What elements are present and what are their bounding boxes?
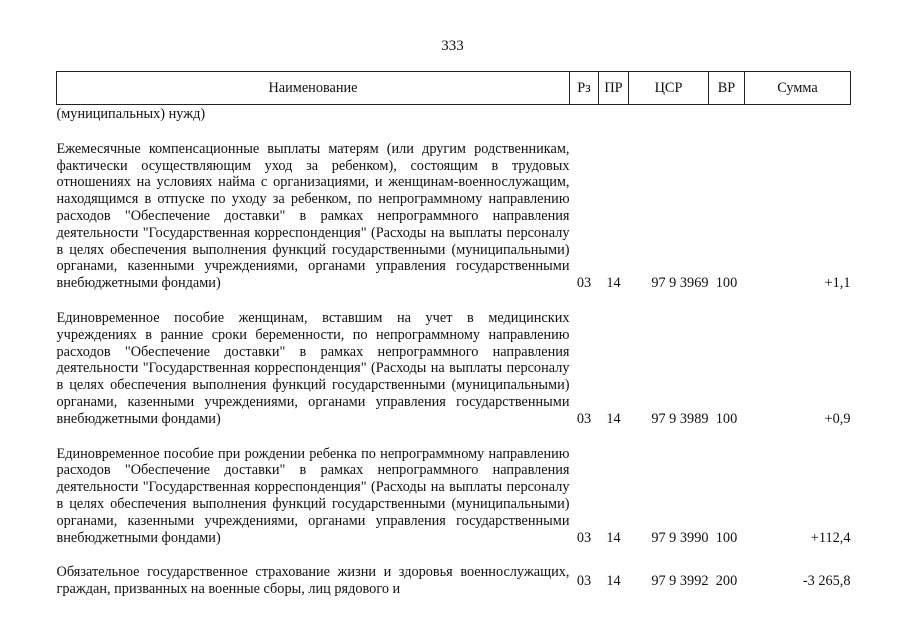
row-pr: 14: [606, 275, 621, 292]
row-rz: 03: [576, 572, 592, 589]
table-row: [57, 446, 851, 547]
row-vr: 100: [715, 410, 738, 427]
table-row: [57, 141, 851, 292]
budget-table: [56, 71, 851, 598]
continuation-text: (муниципальных) нужд): [56, 106, 206, 122]
table-row: [57, 310, 851, 428]
row-vr: 100: [715, 275, 738, 292]
header-name: Наименование: [57, 72, 570, 105]
continuation-row: [57, 105, 851, 123]
row-csr: 97 9 3992: [651, 572, 709, 589]
header-sum: Сумма: [745, 72, 851, 105]
header-csr: ЦСР: [629, 72, 709, 105]
header-vr: ВР: [709, 72, 745, 105]
row-name: Обязательное государственное страхование жизни и здоровья военнослужащих, граждан, призванных на военные сборы, лиц рядового и: [56, 564, 570, 598]
row-name: Единовременное пособие женщинам, вставшим на учет в медицинских учреждениях в ранние сроки беременности, по непрограммному направлению расходов "Обеспечение доставки" в рамках непрограммного направления деятельности "Государственная корреспонденция" (Расходы на выплаты персоналу в целях обеспечения выполнения функций государственными (муниципальными) органами, казенными учреждениями, органами управления государственными внебюджетными фондами): [56, 309, 570, 427]
row-vr: 100: [715, 529, 738, 546]
row-sum: +1,1: [824, 275, 851, 292]
row-name: Единовременное пособие при рождении ребенка по непрограммному направлению расходов "Обеспечение доставки" в рамках непрограммного направления деятельности "Государственная корреспонденция" (Расходы на выплаты персоналу в целях обеспечения выполнения функций государственными (муниципальными) органами, казенными учреждениями, органами управления государственными внебюджетными фондами): [56, 445, 570, 546]
row-csr: 97 9 3989: [651, 410, 709, 427]
row-rz: 03: [576, 410, 592, 427]
table-header-row: [57, 72, 851, 105]
row-pr: 14: [606, 410, 621, 427]
row-pr: 14: [606, 529, 621, 546]
row-csr: 97 9 3990: [651, 529, 709, 546]
header-pr: ПР: [599, 72, 629, 105]
row-sum: +112,4: [810, 529, 851, 546]
header-rz: Рз: [570, 72, 599, 105]
row-pr: 14: [606, 572, 621, 589]
table-row: [57, 564, 851, 598]
row-rz: 03: [576, 275, 592, 292]
page-number: 333: [441, 38, 464, 54]
row-csr: 97 9 3969: [651, 275, 709, 292]
row-name: Ежемесячные компенсационные выплаты матерям (или другим родственникам, фактически осуществляющим уход за ребенком), состоящим в трудовых отношениях на условиях найма с организациями, и женщинам-военнослужащим, находящимся в отпуске по уходу за ребенком, по непрограммному направлению расходов "Обеспечение доставки" в рамках непрограммного направления деятельности "Государственная корреспонденция" (Расходы на выплаты персоналу в целях обеспечения выполнения функций государственными (муниципальными) органами, казенными учреждениями, органами управления государственными внебюджетными фондами): [56, 140, 570, 292]
row-vr: 200: [715, 572, 738, 589]
row-sum: -3 265,8: [802, 572, 851, 589]
row-sum: +0,9: [824, 410, 851, 427]
row-rz: 03: [576, 529, 592, 546]
